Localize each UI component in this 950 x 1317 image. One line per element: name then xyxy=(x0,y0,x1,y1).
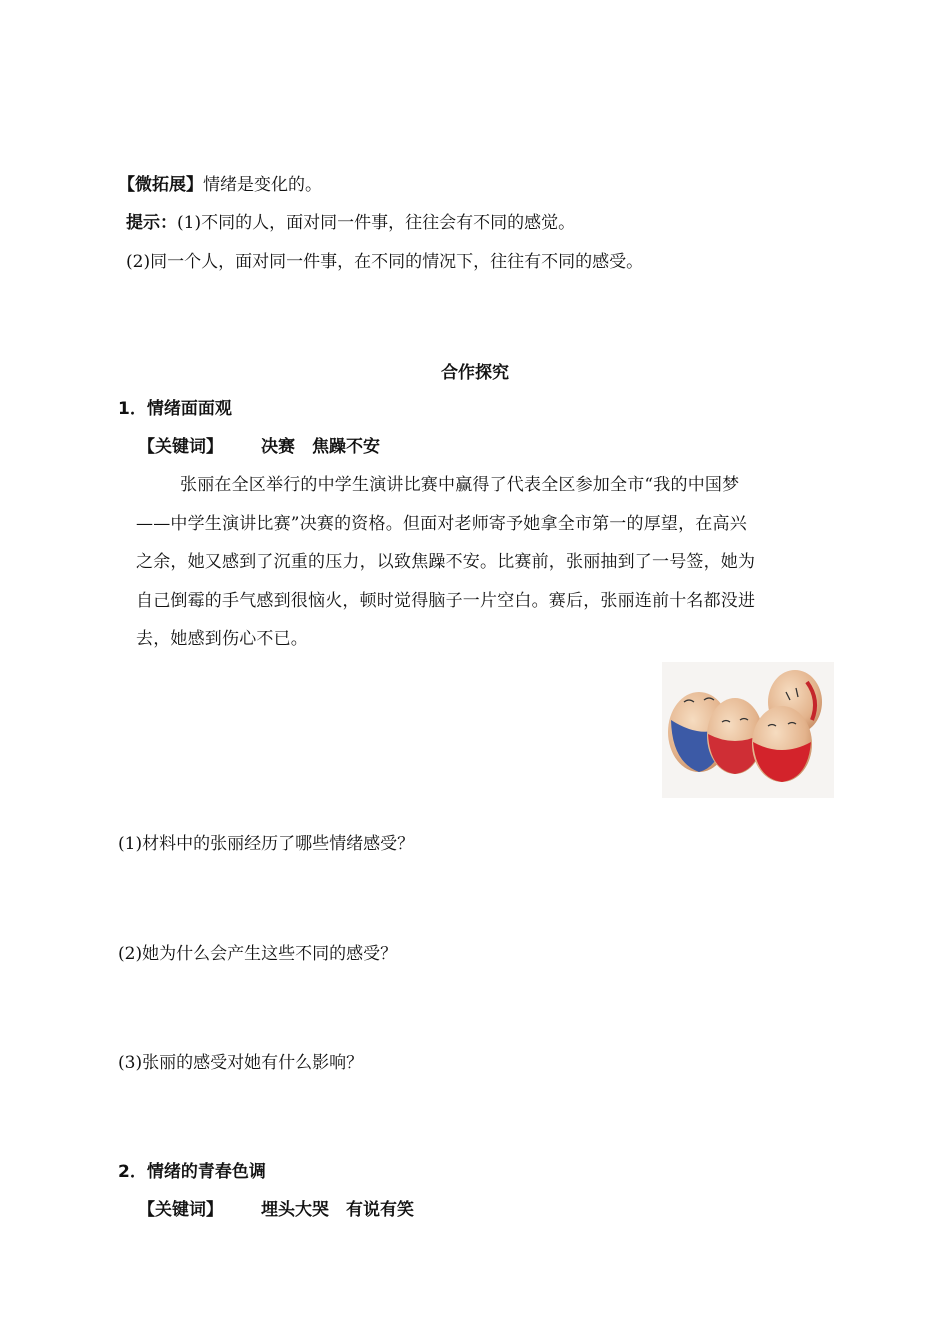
extension-label: 【微拓展】 xyxy=(118,175,203,195)
hint-line-2: (2)同一个人，面对同一件事，在不同的情况下，往往有不同的感受。 xyxy=(126,252,644,272)
question-1: (1)材料中的张丽经历了哪些情绪感受？ xyxy=(118,834,415,854)
part2-keyword-label: 【关键词】 xyxy=(138,1200,223,1220)
part1-story: 张丽在全区举行的中学生演讲比赛中赢得了代表全区参加全市“我的中国梦——中学生演讲比赛”决赛的资格。但面对老师寄予她拿全市第一的厚望，在高兴之余，她又感到了沉重的压力，以致焦躁不安。比赛前，张丽抽到了一号签，她为自己倒霉的手气感到很恼火，顿时觉得脑子一片空白。赛后，张丽连前十名都没进去，她感到伤心不已。 xyxy=(136,475,756,649)
part1-heading: 1．情绪面面观 xyxy=(118,399,232,419)
hint-label: 提示： xyxy=(126,213,177,233)
hint-text-1: (1)不同的人，面对同一件事，往往会有不同的感觉。 xyxy=(177,213,576,233)
part1-keyword-label: 【关键词】 xyxy=(138,437,223,457)
hint-line-1 xyxy=(126,211,575,235)
part2-keywords: 埋头大哭 有说有笑 xyxy=(261,1200,414,1220)
extension-text: 情绪是变化的。 xyxy=(203,175,322,195)
eggs-illustration xyxy=(662,662,834,798)
extension-line xyxy=(118,173,322,197)
question-3: (3)张丽的感受对她有什么影响？ xyxy=(118,1053,364,1073)
part1-keyword-line xyxy=(138,435,380,459)
part2-keyword-line xyxy=(138,1198,414,1222)
question-2: (2)她为什么会产生这些不同的感受？ xyxy=(118,944,398,964)
part2-heading: 2．情绪的青春色调 xyxy=(118,1162,266,1182)
part1-keywords: 决赛 焦躁不安 xyxy=(261,437,380,457)
section-title: 合作探究 xyxy=(441,363,509,383)
